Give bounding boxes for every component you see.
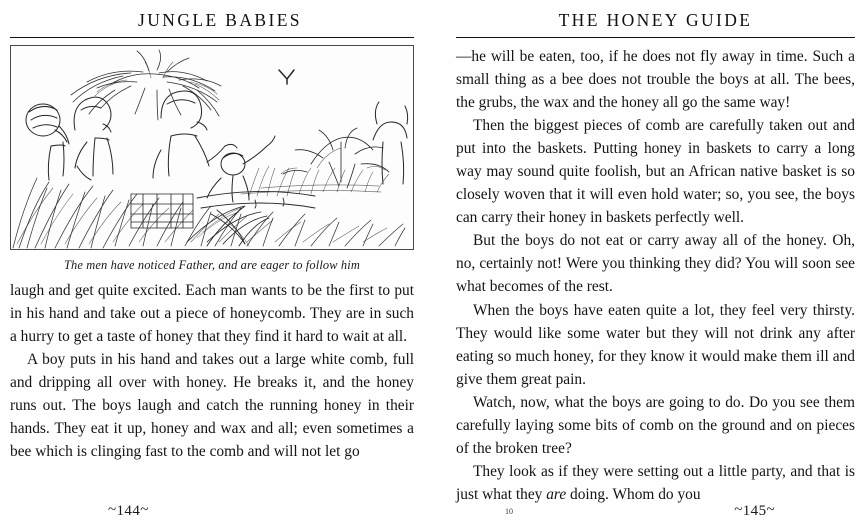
signature-mark: 10 [505,507,513,516]
right-body-text [456,45,855,507]
paragraph: When the boys have eaten quite a lot, they feel very thirsty. They would like some water but they will not drink any after eating so much honey, for they know it would make them ill and give them great pain. [456,301,855,388]
folio-left [108,502,149,520]
paragraph: —he will be eaten, too, if he does not fly away in time. Such a small thing as a bee does not trouble the boys at all. The bees, the grubs, the wax and the honey all go the same way! [456,47,855,111]
folio-ornament-right-icon: ~ [140,502,149,519]
paragraph: But the boys do not eat or carry away all of the honey. Oh, no, certainly not! Were you thinking they did? You will soon see what becomes of the rest. [456,232,855,296]
left-running-head: JUNGLE BABIES [138,10,302,30]
folio-number: 144 [116,503,141,519]
folio-right [734,502,775,520]
paragraph: Then the biggest pieces of comb are carefully taken out and put into the baskets. Putting honey in baskets to carry a long way may sound quite foolish, but an African native basket is so closely woven that it will even hold water; so, you see, the boys can carry their honey in baskets perfectly well. [456,116,855,227]
emphasized-word: are [546,486,567,504]
folio-ornament-left-icon: ~ [734,502,743,519]
folio-ornament-left-icon: ~ [108,502,117,519]
folio-ornament-right-icon: ~ [766,502,775,519]
illustration-caption: The men have noticed Father, and are eager to follow him [64,257,360,272]
paragraph: A boy puts in his hand and takes out a large white comb, full and dripping all over with honey. He breaks it, and the honey runs out. The boys laugh and catch the running honey in their hands. They eat it up, honey and wax and all; even sometimes a bee which is clinging fast to the comb and will not let go [10,350,414,461]
left-body-text [10,279,414,464]
illustration-frame [10,45,414,250]
folio-number: 145 [742,503,767,519]
paragraph-text-after-italic: doing. Whom do you [566,486,701,504]
paragraph: laugh and get quite excited. Each man wants to be the first to put in his hand and take out a piece of honeycomb. They are in such a hurry to get a taste of honey that they find it hard to wait at all. [10,281,414,345]
paragraph-text-before-italic: They look as if they were setting out a little party, and that is just what they [456,463,855,504]
right-header-rule [456,37,855,38]
men-and-boys-in-tall-grass-following-father-illustration [11,46,413,249]
paragraph [456,460,855,506]
illustration-figure [10,45,414,273]
left-header-rule [10,37,414,38]
right-running-head: THE HONEY GUIDE [558,10,753,30]
right-page [434,0,867,532]
paragraph: Watch, now, what the boys are going to do. Do you see them carefully laying some bits of comb on the ground and on pieces of the broken tree? [456,393,855,458]
